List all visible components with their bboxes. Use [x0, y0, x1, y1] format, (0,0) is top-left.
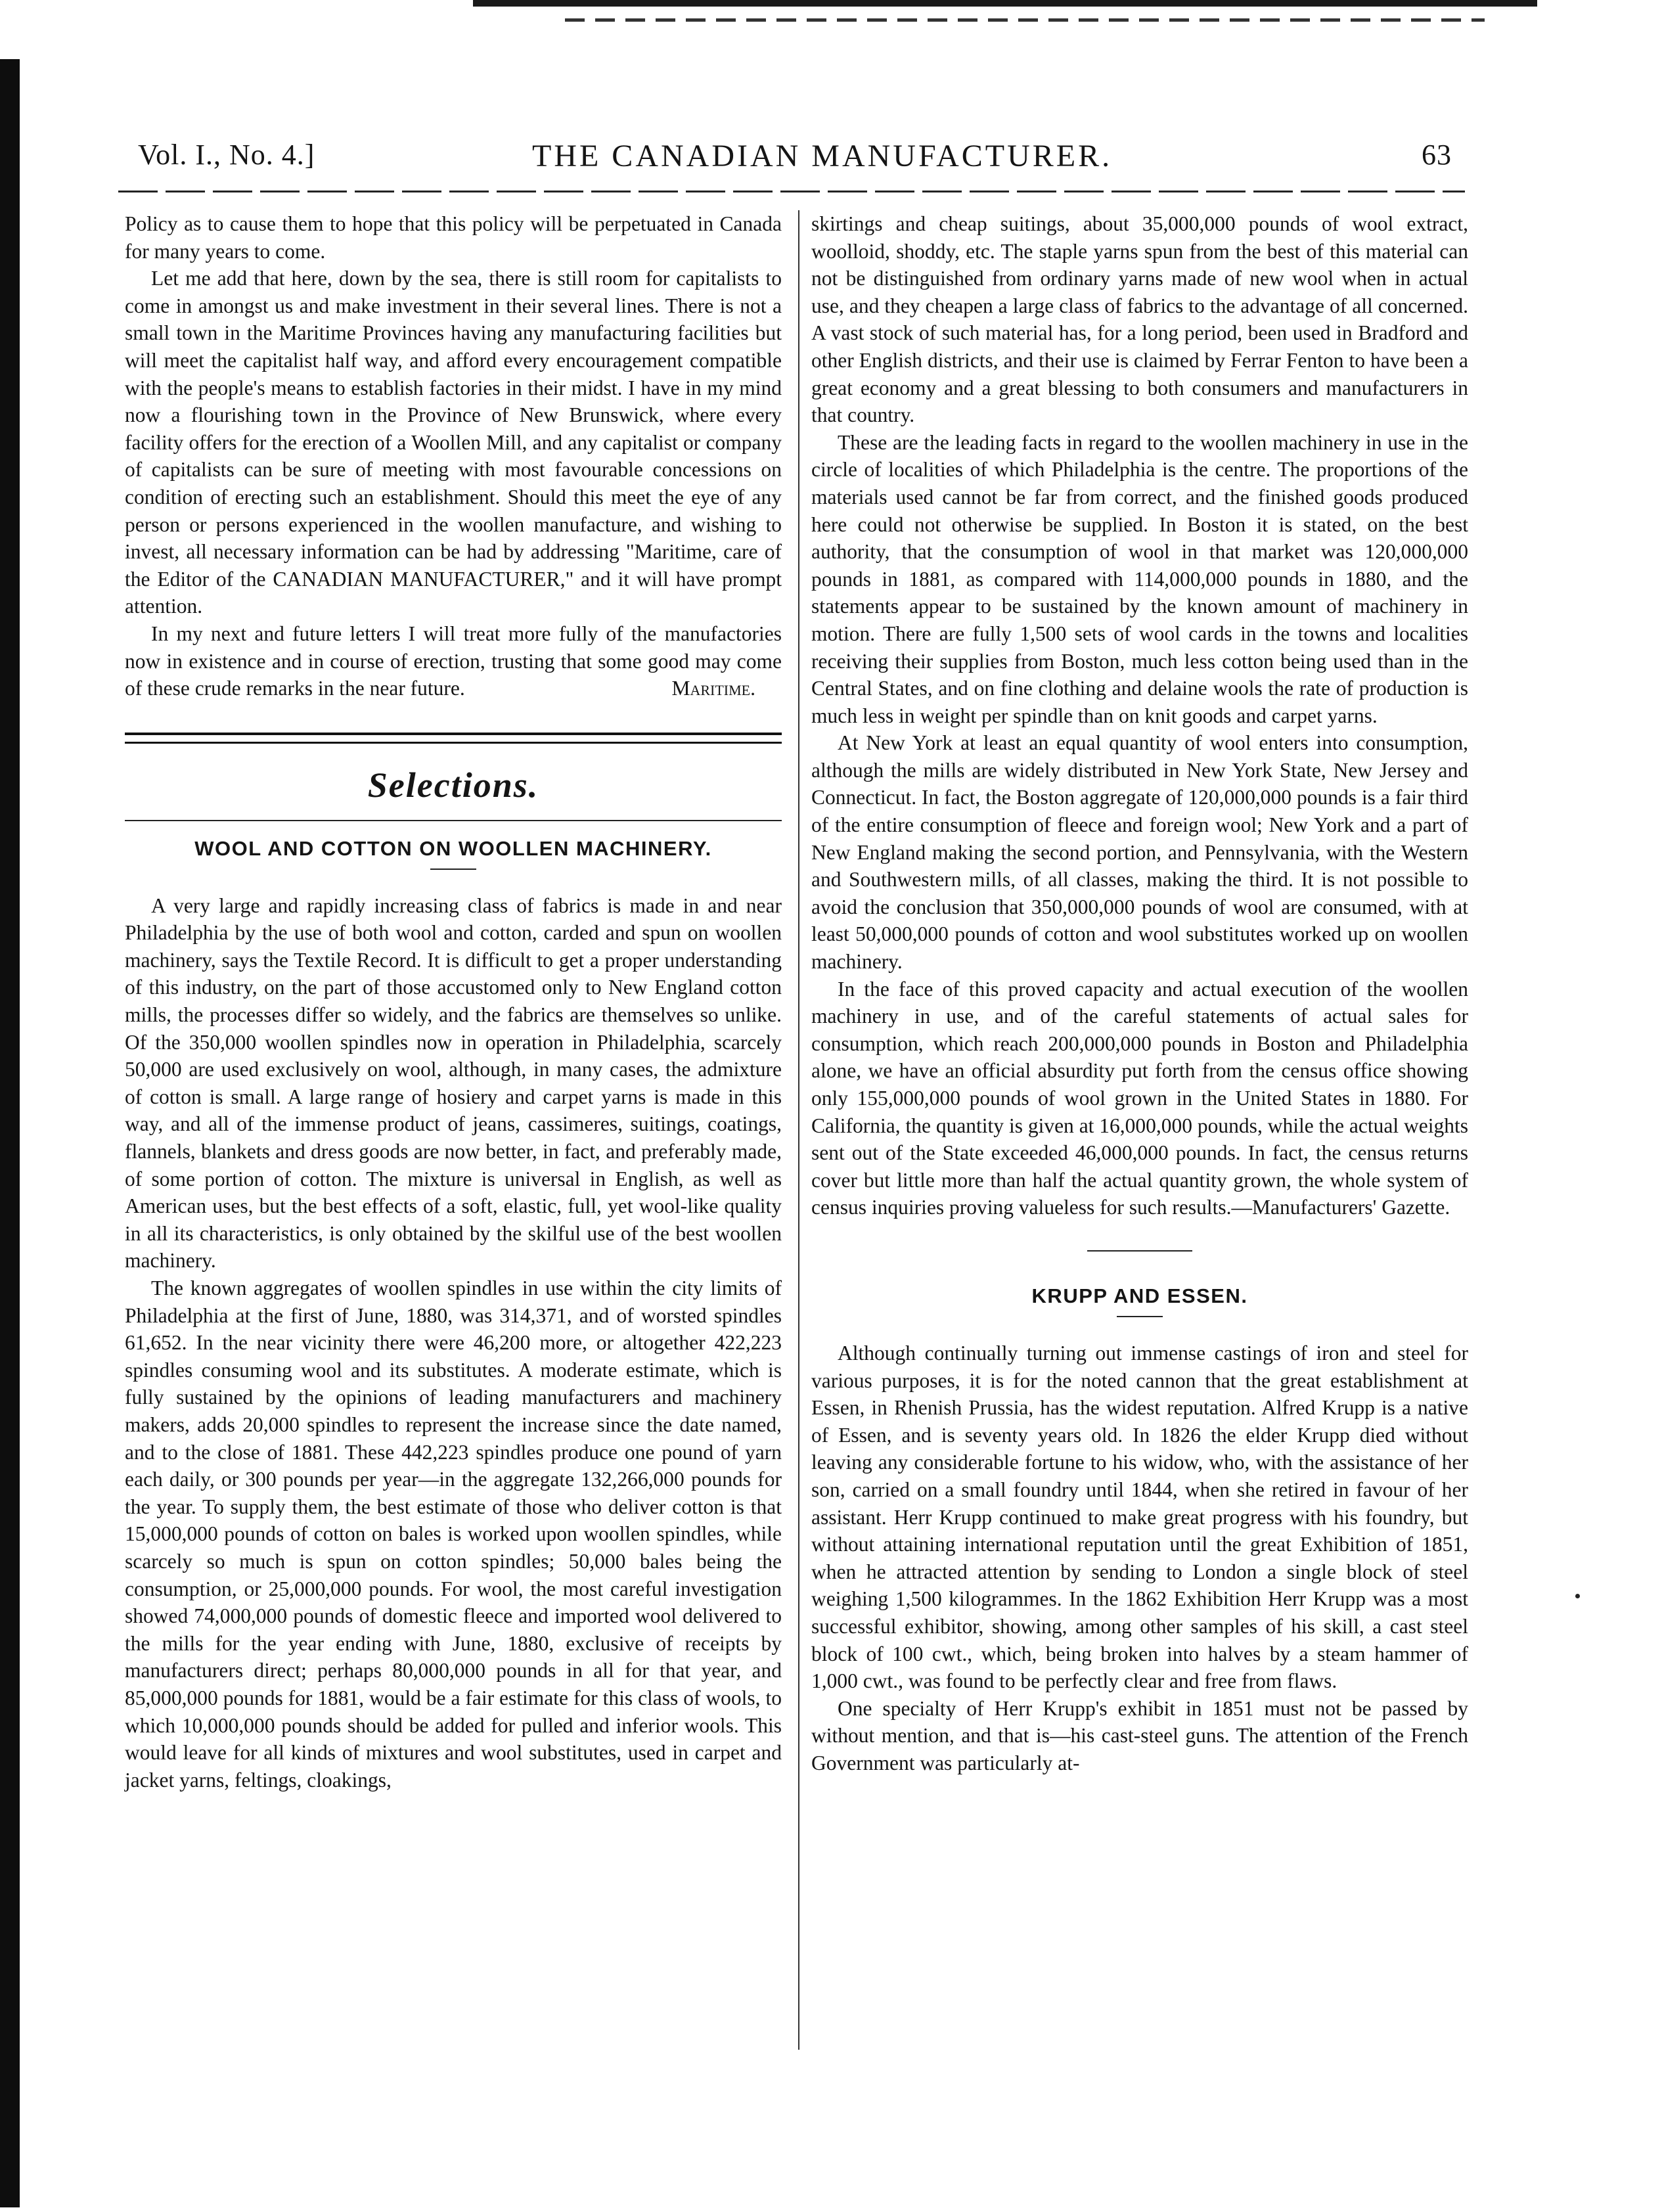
scan-top-strip — [473, 0, 1537, 7]
section-divider — [125, 733, 782, 744]
divider — [125, 820, 782, 821]
publication-title: THE CANADIAN MANUFACTURER. — [532, 139, 1113, 173]
paragraph: A very large and rapidly increasing class of fabrics is made in and near Philadelphia by the use of both wool and cotton, carded and spun on woollen machinery, says the Textile Record. It is difficult to get a proper understanding of this industry, on the part of those accustomed only to New England cotton mills, the processes differ so widely, and the fabrics are themselves so unlike. Of the 350,000 woollen spindles now in operation in Philadelphia, scarcely 50,000 are used exclusively on wool, although, in many cases, the admixture of cotton is small. A large range of hosiery and carpet yarns is made in this way, and all of the immense product of jeans, cassimeres, suitings, coatings, flannels, blankets and dress goods are now better, in fact, and preferably made, of some portion of cotton. The mixture is universal in English, as well as American uses, but the best effects of a soft, elastic, full, yet wool-like quality in all its characteristics, is only obtained by the skilful use of the best woollen machinery. — [125, 893, 782, 1273]
divider — [1087, 1250, 1192, 1252]
paragraph: One specialty of Herr Krupp's exhibit in 1851 must not be passed by without mention, and that is—his cast-steel guns. The attention of the French Government was particularly at- — [811, 1696, 1468, 1774]
paragraph: Although continually turning out immense castings of iron and steel for various purposes, it is for the noted cannon that the great establishment at Essen, in Rhenish Prussia, has the widest reputation. Alfred Krupp is a native of Essen, and is seventy years old. In 1826 the elder Krupp died without leaving any considerable fortune to his widow, who, with the assistance of her son, carried on a small foundry until 1844, when she retired in favour of her assistant. Herr Krupp continued to make great progress with his foundry, but without attaining international reputation until the great Exhibition of 1851, when he attracted attention by sending to London a single block of steel weighing 1,500 kilogrammes. In the 1862 Exhibition Herr Krupp was a most successful exhibitor, showing, among other samples of his skill, a cast steel block of 100 cwt., which, being broken into halves by a steam hammer of 1,000 cwt., was found to be perfectly clear and free from flaws. — [811, 1341, 1468, 1693]
left-column — [125, 210, 782, 1794]
divider — [430, 869, 476, 870]
paragraph: skirtings and cheap suitings, about 35,000,000 pounds of wool extract, woolloid, shoddy, etc. The staple yarns spun from the best of this material can not be distinguished from ordinary yarns made of new wool when in actual use, and they cheapen a large class of fabrics to the advantage of all concerned. A vast stock of such material has, for a long period, been used in Bradford and other English districts, and their use is claimed by Ferrar Fenton to have been a great economy and a great blessing to both consumers and manufacturers in that country. — [811, 212, 1468, 427]
paragraph: In my next and future letters I will treat more fully of the manufactories now in existence and in course of erection, trusting that some good may come of these crude remarks in the near future. — [125, 621, 782, 700]
column-rule — [798, 210, 799, 2050]
paragraph: These are the leading facts in regard to the woollen machinery in use in the circle of localities of which Philadelphia is the centre. The proportions of the materials used cannot be far from correct, and the finished goods produced here could not otherwise be supplied. In Boston it is stated, on the best authority, that the consumption of wool in that market was 120,000,000 pounds in 1881, as compared with 114,000,000 pounds in 1880, and the statements appear to be sustained by the known amount of machinery in motion. There are fully 1,500 sets of wool cards in the towns and localities receiving their supplies from Boston, much less cotton being used than in the Central States, and on fine clothing and delaine wools the rate of production is much less in weight per spindle than on knit goods and carpet yarns. — [811, 430, 1468, 727]
running-header — [138, 138, 1452, 184]
paragraph: Policy as to cause them to hope that this policy will be perpetuated in Canada for many years to come. — [125, 212, 782, 263]
page-number: 63 — [1422, 139, 1452, 171]
header-rule — [118, 191, 1465, 192]
right-column — [811, 210, 1468, 1776]
scan-edge — [0, 59, 20, 2207]
scan-top-strip-dashed — [565, 18, 1485, 22]
volume-number: Vol. I., No. 4.] — [138, 139, 315, 171]
paragraph: At New York at least an equal quantity of wool enters into consumption, although the mills are widely distributed in New York State, New Jersey and Connecticut. In fact, the Boston aggregate of 120,000,000 pounds is a fair third of the entire consumption of fleece and foreign wool; New York and a part of New England making the second portion, and Pennsylvania, with the Western and Southwestern mills, of all classes, making the third. It is not possible to avoid the conclusion that 350,000,000 pounds of wool are consumed, with at least 50,000,000 pounds of cotton and wool substitutes worked up on woollen machinery. — [811, 731, 1468, 974]
scan-speck — [1575, 1594, 1580, 1598]
paragraph: In the face of this proved capacity and actual execution of the woollen machinery in use, and of the careful statements of actual sales for consumption, which reach 200,000,000 pounds in Boston and Philadelphia alone, we have an official absurdity put forth from the census office showing only 155,000,000 pounds of wool grown in the United States in 1880. For California, the quantity is given at 16,000,000 pounds, while the actual weights sent out of the State exceeded 46,000,000 pounds. In fact, the census returns cover but little more than half the actual quantity grown, the whole system of census inquiries proving valueless for such results.—Manufacturers' Gazette. — [811, 977, 1468, 1219]
article-headline: KRUPP AND ESSEN. — [1031, 1284, 1248, 1307]
signature: Maritime. — [671, 677, 755, 700]
section-title: Selections. — [367, 765, 539, 805]
divider — [1117, 1316, 1163, 1317]
paragraph: Let me add that here, down by the sea, there is still room for capitalists to come in amongst us and make investment in their several lines. There is not a small town in the Maritime Provinces having any manufacturing facilities but will meet the capitalist half way, and afford every encouragement compatible with the people's means to establish factories in their midst. I have in my mind now a flourishing town in the Province of New Brunswick, where every facility offers for the erection of a Woollen Mill, and any capitalist or company of capitalists can be sure of meeting with most favourable concessions on condition of erecting such an establishment. Should this meet the eye of any person or persons experienced in the woollen manufacture, and wishing to invest, all necessary information can be had by addressing "Maritime, care of the Editor of the CANADIAN MANUFACTURER," and it will have prompt attention. — [125, 267, 782, 618]
paragraph: The known aggregates of woollen spindles in use within the city limits of Philadelphia at the first of June, 1880, was 314,371, and of worsted spindles 61,652. In the near vicinity there were 46,200 more, or altogether 422,223 spindles consuming wool and its substitutes. A moderate estimate, which is fully sustained by the opinions of leading manufacturers and machinery makers, adds 20,000 spindles to represent the increase since the date named, and to the close of 1881. These 442,223 spindles produce one pound of yarn each daily, or 300 pounds per year—in the aggregate 132,266,000 pounds for the year. To supply them, the best estimate of those who deliver cotton is that 15,000,000 pounds of cotton on bales is worked upon woollen spindles, while scarcely so much is spun on cotton spindles; 50,000 bales being the consumption, or 25,000,000 pounds. For wool, the most careful investigation showed 74,000,000 pounds of domestic fleece and imported wool delivered to the mills for the year ending with June, 1880, exclusive of receipts by manufacturers direct; perhaps 80,000,000 pounds in all for that year, and 85,000,000 pounds for 1881, would be a fair estimate for this class of wools, to which 10,000,000 pounds should be added for pulled and inferior wools. This would leave for all kinds of mixtures and wool substitutes, used in carpet and jacket yarns, feltings, cloakings, — [125, 1276, 782, 1792]
article-headline: WOOL AND COTTON ON WOOLLEN MACHINERY. — [194, 836, 712, 860]
